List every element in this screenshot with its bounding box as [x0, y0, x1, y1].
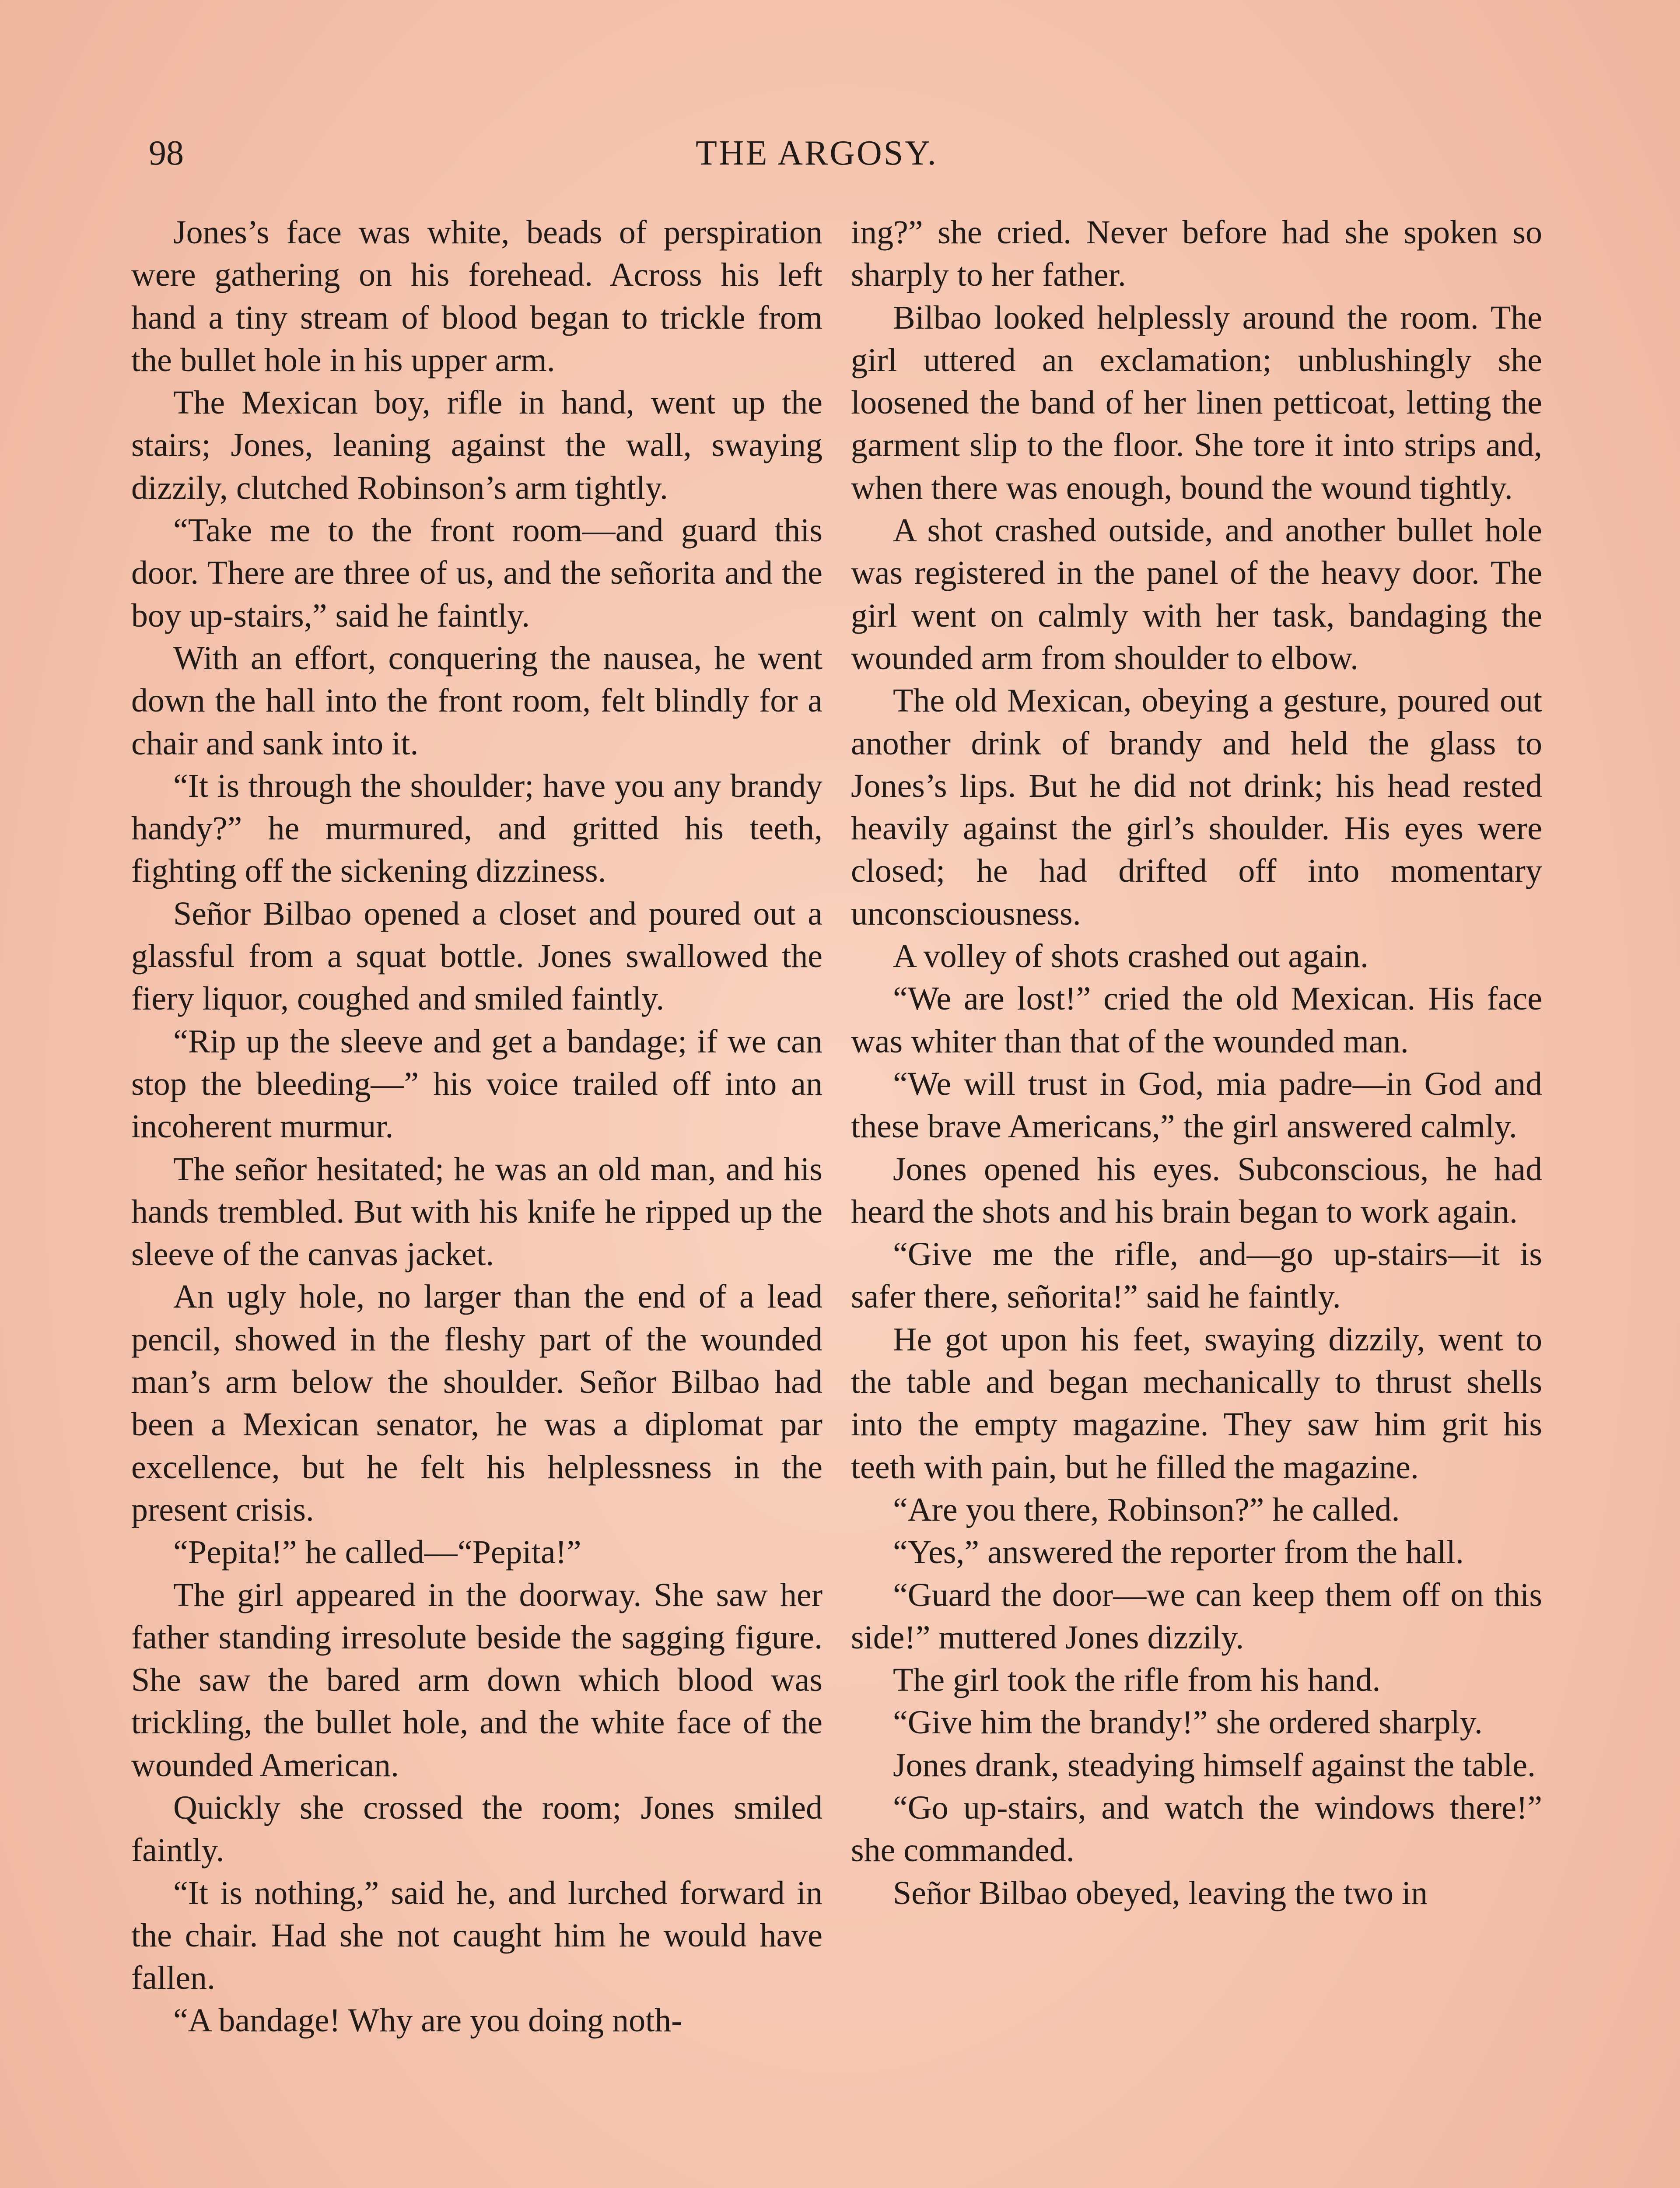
right-text-column: [851, 211, 1542, 1914]
paragraph: “Rip up the sleeve and get a bandage; if we can stop the bleeding—” his voice trailed off into an incoherent murmur.: [131, 1023, 822, 1145]
page-number: 98: [149, 134, 184, 172]
paragraph: “Give him the brandy!” she ordered sharply.: [893, 1704, 1483, 1741]
paragraph: “Take me to the front room—and guard this door. There are three of us, and the señorita and the boy up-stairs,” said he faintly.: [131, 512, 822, 634]
paragraph: “Give me the rifle, and—go up-stairs—it is safer there, señorita!” said he faintly.: [851, 1236, 1542, 1315]
paragraph: A volley of shots crashed out again.: [893, 938, 1369, 975]
paragraph: He got upon his feet, swaying dizzily, went to the table and began mechanically to thrust shells into the empty magazine. They saw him grit his teeth with pain, but he filled the magazine.: [851, 1321, 1542, 1486]
paragraph: The girl appeared in the doorway. She saw her father standing irresolute beside the sagging figure. She saw the bared arm down which blood was trickling, the bullet hole, and the white face of the wounded American.: [131, 1576, 822, 1784]
paragraph: Quickly she crossed the room; Jones smiled faintly.: [131, 1789, 822, 1869]
paragraph: “It is through the shoulder; have you any brandy handy?” he murmured, and gritted his teeth, fighting off the sickening dizziness.: [131, 767, 822, 890]
paragraph: “Guard the door—we can keep them off on this side!” muttered Jones dizzily.: [851, 1576, 1542, 1656]
paragraph: ing?” she cried. Never before had she spoken so sharply to her father.: [851, 214, 1542, 294]
paragraph: A shot crashed outside, and another bullet hole was registered in the panel of the heavy door. The girl went on calmly with her task, bandaging the wounded arm from shoulder to elbow.: [851, 512, 1542, 677]
paragraph: Jones drank, steadying himself against the table.: [893, 1746, 1536, 1784]
paragraph: The Mexican boy, rifle in hand, went up the stairs; Jones, leaning against the wall, swaying dizzily, clutched Robinson’s arm tightly.: [131, 384, 822, 506]
paragraph: “Yes,” answered the reporter from the hall.: [893, 1534, 1464, 1571]
paragraph: “A bandage! Why are you doing noth-: [173, 2002, 682, 2039]
paragraph: “Go up-stairs, and watch the windows there!” she commanded.: [851, 1789, 1542, 1869]
paragraph: Bilbao looked helplessly around the room. The girl uttered an exclamation; unblushingly she loosened the band of her linen petticoat, letting the garment slip to the floor. She tore it into strips and, when there was enough, bound the wound tightly.: [851, 299, 1542, 506]
paragraph: Señor Bilbao obeyed, leaving the two in: [893, 1874, 1428, 1911]
paragraph: With an effort, conquering the nausea, he went down the hall into the front room, felt blindly for a chair and sank into it.: [131, 639, 822, 762]
running-head: THE ARGOSY.: [696, 134, 938, 172]
paragraph: “We will trust in God, mia padre—in God and these brave Americans,” the girl answered calmly.: [851, 1065, 1542, 1145]
paragraph: “Are you there, Robinson?” he called.: [893, 1491, 1400, 1528]
paragraph: The old Mexican, obeying a gesture, poured out another drink of brandy and held the glass to Jones’s lips. But he did not drink; his head rested heavily against the girl’s shoulder. His eyes were closed; he had drifted off into momentary unconsciousness.: [851, 682, 1542, 932]
paragraph: Jones’s face was white, beads of perspiration were gathering on his forehead. Across his left hand a tiny stream of blood began to trickle from the bullet hole in his upper arm.: [131, 214, 822, 379]
paragraph: “Pepita!” he called—“Pepita!”: [173, 1534, 581, 1571]
paragraph: The señor hesitated; he was an old man, and his hands trembled. But with his knife he ripped up the sleeve of the canvas jacket.: [131, 1150, 822, 1273]
paragraph: Señor Bilbao opened a closet and poured out a glassful from a squat bottle. Jones swallowed the fiery liquor, coughed and smiled faintly.: [131, 895, 822, 1017]
paragraph: The girl took the rifle from his hand.: [893, 1662, 1381, 1699]
paragraph: “It is nothing,” said he, and lurched forward in the chair. Had she not caught him he would have fallen.: [131, 1874, 822, 1997]
paragraph: “We are lost!” cried the old Mexican. His face was whiter than that of the wounded man.: [851, 980, 1542, 1060]
paragraph: An ugly hole, no larger than the end of a lead pencil, showed in the fleshy part of the wounded man’s arm below the shoulder. Señor Bilbao had been a Mexican senator, he was a diplomat par excellence, but he felt his helplessness in the present crisis.: [131, 1278, 822, 1528]
left-text-column: [131, 211, 822, 2042]
paragraph: Jones opened his eyes. Subconscious, he had heard the shots and his brain began to work again.: [851, 1150, 1542, 1230]
